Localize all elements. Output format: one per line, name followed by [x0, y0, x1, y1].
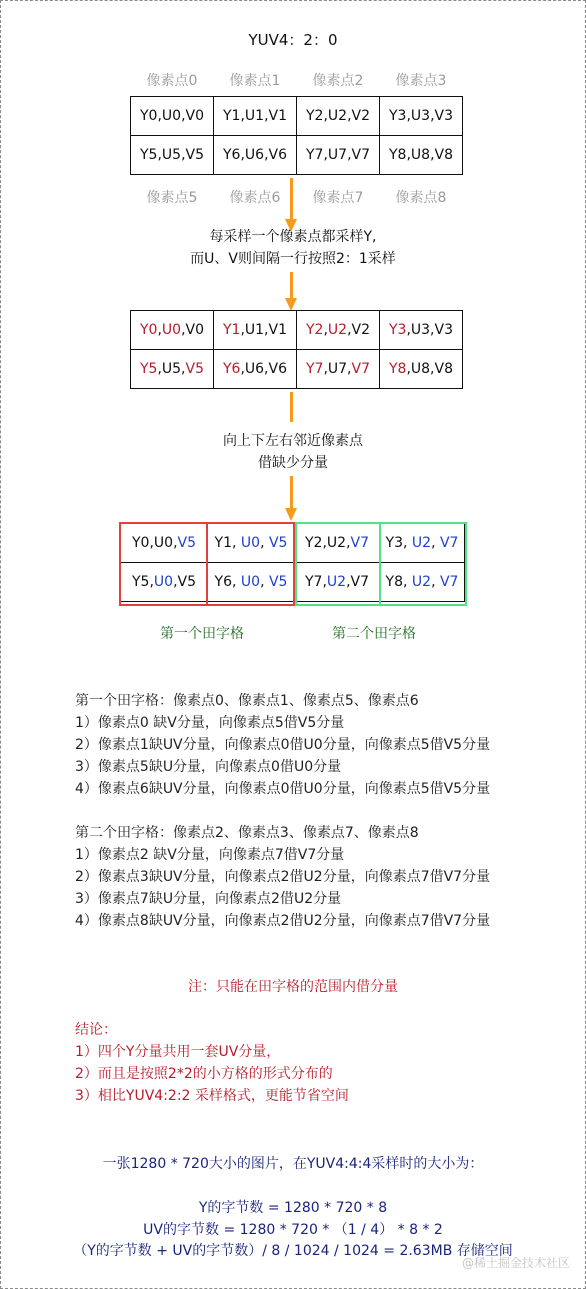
step2-line-2: 借缺少分量 — [258, 455, 328, 471]
second-grid-line: 4）像素点8缺UV分量，向像素点2借U2分量，向像素点7借V7分量 — [75, 913, 491, 929]
table2-cell-segment: Y6 — [222, 361, 241, 377]
table3-cell-segment: , — [260, 574, 269, 590]
calc-intro: 一张1280 * 720大小的图片，在YUV4:4:4采样时的大小为： — [102, 1156, 484, 1172]
first-grid-line: 第一个田字格：像素点0、像素点1、像素点5、像素点6 — [75, 693, 419, 709]
grid2-box-right — [379, 522, 467, 606]
pixel-label-top-1: 像素点1 — [229, 73, 281, 89]
table2-cell — [380, 311, 463, 350]
table3-cell-segment: Y0,U0, — [132, 535, 178, 551]
calc-line: （Y的字节数 + UV的字节数）/ 8 / 1024 / 1024 = 2.63MB 存储空间 — [73, 1243, 513, 1259]
conclusion-block — [75, 1019, 349, 1107]
table3-cell-segment: V7 — [350, 535, 369, 551]
table3-cell-segment: V7 — [439, 574, 459, 590]
table2-cell-segment: ,V2 — [347, 322, 370, 338]
pixel-label-bottom-8: 像素点8 — [395, 190, 447, 206]
pixel-label-top-3: 像素点3 — [395, 73, 447, 89]
second-grid-line: 2）像素点3缺UV分量，向像素点2借U2分量，向像素点7借V7分量 — [75, 869, 491, 885]
table1-cell: Y5,U5,V5 — [131, 136, 214, 175]
table3-cell-segment: Y8, — [385, 574, 412, 590]
first-grid-line: 3）像素点5缺U分量，向像素点0借U0分量 — [75, 759, 342, 775]
arrow-4-head — [285, 508, 297, 521]
table2-cell — [214, 350, 297, 389]
table3-cell-segment: Y3, — [385, 535, 412, 551]
table2-cell-segment: ,U3,V3 — [406, 322, 453, 338]
table3-cell-segment: U0 — [240, 535, 261, 551]
table2-cell-segment: Y1 — [222, 322, 241, 338]
note-text: 注：只能在田字格的范围内借分量 — [188, 979, 398, 995]
table2-cell — [131, 350, 214, 389]
pixel-label-top-2: 像素点2 — [312, 73, 364, 89]
calc-line: UV的字节数 = 1280 * 720 * （1 / 4） * 8 * 2 — [143, 1221, 443, 1238]
table1-cell: Y7,U7,V7 — [297, 136, 380, 175]
calc-line: Y的字节数 = 1280 * 720 * 8 — [198, 1200, 388, 1216]
first-grid-explanation — [75, 690, 490, 800]
table2-cell-segment: Y7 — [305, 361, 324, 377]
arrow-1-line — [290, 178, 293, 220]
table2-cell-segment: Y2 — [305, 322, 324, 338]
sample-table-original — [130, 96, 463, 175]
arrow-4-line — [290, 476, 293, 510]
table3-cell-segment: Y7, — [304, 574, 327, 590]
table2-cell-segment: U0 — [161, 322, 182, 338]
table2-cell-segment: ,U7, — [323, 361, 352, 377]
step1-line-1: 每采样一个像素点都采样Y, — [209, 229, 377, 245]
table2-cell-segment: ,U8,V8 — [406, 361, 453, 377]
table2-cell-segment: , — [157, 322, 162, 338]
table3-cell-segment: Y1, — [214, 535, 241, 551]
table1-cell: Y6,U6,V6 — [214, 136, 297, 175]
table1-cell: Y8,U8,V8 — [380, 136, 463, 175]
grid2-box-left — [295, 522, 381, 606]
table1-cell: Y1,U1,V1 — [214, 97, 297, 136]
second-grid-line: 3）像素点7缺U分量，向像素点2借U2分量 — [75, 891, 342, 907]
table2-cell-segment: ,U5, — [157, 361, 186, 377]
table1-cell: Y3,U3,V3 — [380, 97, 463, 136]
sample-table-sampled — [130, 310, 463, 389]
table2-cell-segment: V7 — [351, 361, 370, 377]
first-grid-line: 1）像素点0 缺V分量，向像素点5借V5分量 — [75, 715, 345, 731]
table3-cell-segment: ,V5 — [173, 574, 196, 590]
step2-caption — [0, 430, 586, 474]
table3-cell-segment: Y6, — [214, 574, 241, 590]
table3-cell-segment: , — [431, 574, 440, 590]
table2-cell-segment: Y0 — [139, 322, 158, 338]
second-grid-line: 第二个田字格：像素点2、像素点3、像素点7、像素点8 — [75, 825, 419, 841]
table2-cell-segment: ,V0 — [181, 322, 204, 338]
grid2-caption: 第二个田字格 — [332, 626, 416, 642]
table2-cell — [214, 311, 297, 350]
table3-cell-segment: , — [431, 535, 440, 551]
pixel-label-bottom-7: 像素点7 — [312, 190, 364, 206]
step2-line-1: 向上下左右邻近像素点 — [223, 433, 363, 449]
second-grid-explanation — [75, 822, 490, 932]
table3-cell-segment: V5 — [177, 535, 196, 551]
arrow-2-line — [290, 272, 293, 300]
conclusion-line: 1）四个Y分量共用一套UV分量， — [75, 1044, 281, 1060]
arrow-3-line — [290, 392, 293, 422]
table3-cell-segment: U2 — [411, 535, 432, 551]
table2-cell-segment: Y5 — [139, 361, 158, 377]
table3-cell-segment: U0 — [240, 574, 261, 590]
conclusion-line: 3）相比YUV4:2:2 采样格式，更能节省空间 — [75, 1088, 349, 1104]
first-grid-line: 2）像素点1缺UV分量，向像素点0借U0分量，向像素点5借V5分量 — [75, 737, 491, 753]
table3-cell-segment: V5 — [268, 574, 288, 590]
step1-line-2: 而U、V则间隔一行按照2：1采样 — [190, 251, 396, 267]
pixel-label-top-0: 像素点0 — [146, 73, 198, 89]
table2-cell-segment: ,U6,V6 — [240, 361, 287, 377]
conclusion-line: 2）而且是按照2*2的小方格的形式分布的 — [75, 1066, 333, 1082]
conclusion-line: 结论： — [75, 1022, 117, 1038]
table2-cell — [297, 311, 380, 350]
table3-cell-segment: U2 — [326, 574, 347, 590]
table3-cell-segment: ,V7 — [346, 574, 369, 590]
diagram-title: YUV4：2：0 — [248, 31, 338, 49]
table3-cell-segment: , — [260, 535, 269, 551]
table2-cell-segment: Y8 — [388, 361, 407, 377]
step1-caption — [0, 226, 586, 270]
table3-cell-segment: V5 — [268, 535, 288, 551]
grid1-box-left — [119, 522, 208, 606]
calc-block — [0, 1198, 586, 1263]
table3-cell-segment: Y5, — [131, 574, 154, 590]
table2-cell — [131, 311, 214, 350]
pixel-label-bottom-5: 像素点5 — [146, 190, 198, 206]
table2-cell-segment: Y3 — [388, 322, 407, 338]
table2-cell-segment: U2 — [327, 322, 348, 338]
table3-cell-segment: Y2,U2, — [305, 535, 351, 551]
table2-cell — [380, 350, 463, 389]
first-grid-line: 4）像素点6缺UV分量，向像素点0借U0分量，向像素点5借V5分量 — [75, 781, 491, 797]
table3-cell-segment: U2 — [411, 574, 432, 590]
table3-cell-segment: U0 — [153, 574, 174, 590]
table2-cell-segment: ,U1,V1 — [240, 322, 287, 338]
grid1-caption: 第一个田字格 — [160, 626, 244, 642]
table2-cell-segment: , — [323, 322, 328, 338]
table1-cell: Y0,U0,V0 — [131, 97, 214, 136]
table2-cell-segment: V5 — [185, 361, 204, 377]
pixel-label-bottom-6: 像素点6 — [229, 190, 281, 206]
second-grid-line: 1）像素点2 缺V分量，向像素点7借V7分量 — [75, 847, 345, 863]
watermark: @稀土掘金技术社区 — [461, 1256, 570, 1270]
table2-cell — [297, 350, 380, 389]
table3-cell-segment: V7 — [439, 535, 459, 551]
grid1-box-right — [206, 522, 295, 606]
table1-cell: Y2,U2,V2 — [297, 97, 380, 136]
